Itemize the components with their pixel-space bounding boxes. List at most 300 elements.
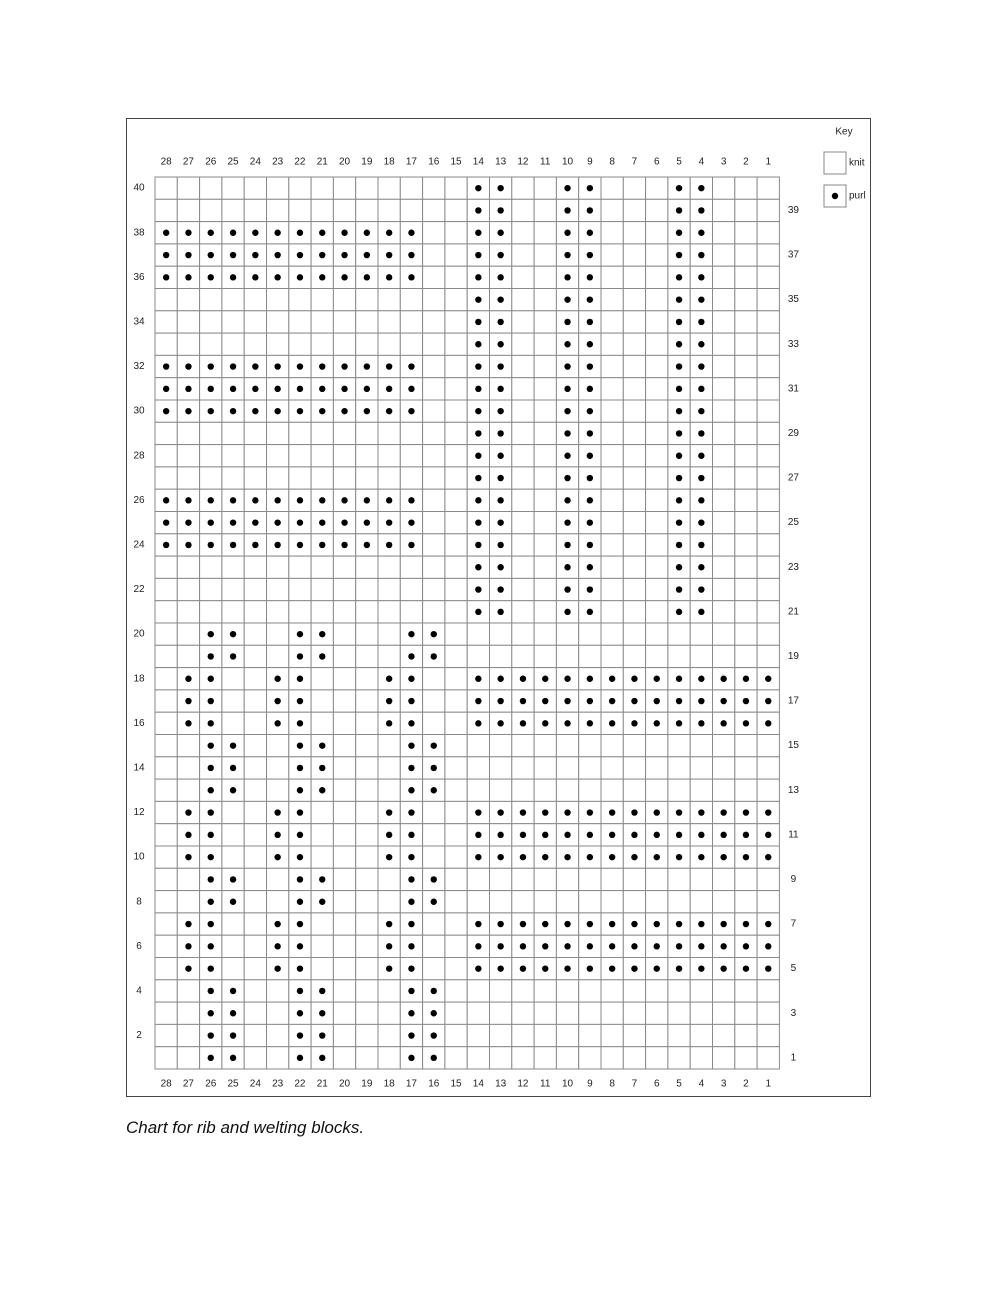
chart-cell — [400, 445, 422, 467]
purl-dot — [163, 386, 169, 392]
purl-dot — [497, 230, 503, 236]
chart-cell — [289, 578, 311, 600]
chart-cell — [244, 289, 266, 311]
chart-cell — [311, 690, 333, 712]
purl-dot — [698, 430, 704, 436]
purl-dot — [297, 809, 303, 815]
chart-cell — [155, 935, 177, 957]
stitch-label-top: 17 — [405, 156, 418, 168]
chart-cell — [512, 779, 534, 801]
purl-dot — [297, 1032, 303, 1038]
chart-cell — [333, 311, 355, 333]
chart-cell — [646, 891, 668, 913]
purl-dot — [654, 854, 660, 860]
chart-cell — [222, 824, 244, 846]
chart-cell — [601, 422, 623, 444]
stitch-label-bottom: 16 — [428, 1078, 440, 1090]
purl-dot — [274, 230, 280, 236]
purl-dot — [698, 698, 704, 704]
purl-dot — [698, 319, 704, 325]
purl-dot — [475, 274, 481, 280]
chart-cell — [356, 578, 378, 600]
chart-cell — [713, 489, 735, 511]
purl-dot — [163, 497, 169, 503]
chart-cell — [757, 289, 779, 311]
purl-dot — [163, 542, 169, 548]
chart-cell — [445, 1002, 467, 1024]
chart-cell — [646, 311, 668, 333]
purl-dot — [274, 386, 280, 392]
purl-dot — [698, 274, 704, 280]
row-label-left: 14 — [133, 762, 145, 774]
chart-cell — [222, 199, 244, 221]
chart-cell — [713, 378, 735, 400]
purl-dot — [497, 363, 503, 369]
purl-dot — [676, 430, 682, 436]
row-label-right: 19 — [787, 650, 799, 662]
purl-dot — [319, 899, 325, 905]
purl-dot — [497, 497, 503, 503]
chart-cell — [646, 244, 668, 266]
purl-dot — [698, 185, 704, 191]
chart-cell — [445, 244, 467, 266]
purl-dot — [208, 899, 214, 905]
purl-dot — [564, 408, 570, 414]
purl-dot — [676, 564, 682, 570]
chart-cell — [445, 512, 467, 534]
purl-dot — [497, 832, 503, 838]
key-purl-dot — [832, 193, 838, 199]
chart-cell — [289, 422, 311, 444]
row-label-left: 34 — [133, 316, 145, 328]
purl-dot — [341, 497, 347, 503]
stitch-label-top: 5 — [676, 156, 682, 168]
chart-cell — [757, 422, 779, 444]
chart-cell — [222, 556, 244, 578]
purl-dot — [208, 1010, 214, 1016]
chart-cell — [512, 868, 534, 890]
chart-cell — [646, 489, 668, 511]
chart-cell — [311, 556, 333, 578]
chart-cell — [534, 868, 556, 890]
purl-dot — [386, 252, 392, 258]
purl-dot — [609, 676, 615, 682]
chart-cell — [534, 980, 556, 1002]
purl-dot — [274, 252, 280, 258]
purl-dot — [386, 519, 392, 525]
chart-cell — [579, 757, 601, 779]
purl-dot — [520, 809, 526, 815]
chart-cell — [267, 868, 289, 890]
chart-cell — [668, 1047, 690, 1069]
chart-cell — [222, 601, 244, 623]
purl-dot — [297, 676, 303, 682]
purl-dot — [431, 1055, 437, 1061]
chart-cell — [311, 601, 333, 623]
chart-cell — [289, 467, 311, 489]
purl-dot — [676, 408, 682, 414]
chart-cell — [445, 913, 467, 935]
purl-dot — [386, 921, 392, 927]
chart-cell — [601, 735, 623, 757]
chart-cell — [311, 289, 333, 311]
chart-cell — [713, 578, 735, 600]
chart-cell — [356, 289, 378, 311]
stitch-label-top: 19 — [361, 156, 373, 168]
purl-dot — [609, 698, 615, 704]
chart-cell — [177, 980, 199, 1002]
chart-cell — [512, 623, 534, 645]
chart-cell — [177, 891, 199, 913]
purl-dot — [497, 542, 503, 548]
chart-cell — [735, 645, 757, 667]
chart-cell — [556, 980, 578, 1002]
chart-cell — [378, 445, 400, 467]
chart-cell — [490, 980, 512, 1002]
purl-dot — [297, 742, 303, 748]
purl-dot — [230, 1010, 236, 1016]
purl-dot — [230, 274, 236, 280]
chart-cell — [646, 289, 668, 311]
purl-dot — [475, 296, 481, 302]
purl-dot — [208, 252, 214, 258]
chart-cell — [244, 935, 266, 957]
chart-cell — [601, 199, 623, 221]
chart-cell — [155, 958, 177, 980]
chart-cell — [378, 735, 400, 757]
purl-dot — [163, 363, 169, 369]
purl-dot — [408, 519, 414, 525]
purl-dot — [408, 1010, 414, 1016]
chart-caption: Chart for rib and welting blocks. — [126, 1118, 365, 1137]
chart-cell — [735, 222, 757, 244]
chart-cell — [713, 779, 735, 801]
purl-dot — [163, 252, 169, 258]
chart-cell — [735, 980, 757, 1002]
chart-cell — [512, 578, 534, 600]
chart-cell — [534, 333, 556, 355]
chart-cell — [177, 868, 199, 890]
chart-cell — [445, 489, 467, 511]
chart-cell — [512, 400, 534, 422]
chart-cell — [222, 958, 244, 980]
chart-cell — [490, 1024, 512, 1046]
chart-cell — [445, 980, 467, 1002]
chart-cell — [356, 801, 378, 823]
chart-cell — [713, 422, 735, 444]
purl-dot — [698, 809, 704, 815]
chart-cell — [356, 645, 378, 667]
chart-cell — [601, 980, 623, 1002]
purl-dot — [230, 876, 236, 882]
chart-cell — [423, 690, 445, 712]
purl-dot — [564, 363, 570, 369]
chart-cell — [222, 668, 244, 690]
purl-dot — [208, 653, 214, 659]
purl-dot — [475, 430, 481, 436]
chart-cell — [735, 779, 757, 801]
chart-cell — [356, 177, 378, 199]
chart-cell — [757, 601, 779, 623]
chart-cell — [423, 935, 445, 957]
purl-dot — [720, 698, 726, 704]
purl-dot — [587, 274, 593, 280]
purl-dot — [587, 408, 593, 414]
chart-cell — [423, 378, 445, 400]
chart-cell — [668, 868, 690, 890]
row-label-right: 37 — [787, 249, 799, 261]
purl-dot — [319, 742, 325, 748]
chart-cell — [757, 489, 779, 511]
chart-cell — [200, 578, 222, 600]
purl-dot — [230, 386, 236, 392]
purl-dot — [208, 698, 214, 704]
chart-cell — [445, 868, 467, 890]
chart-cell — [400, 556, 422, 578]
chart-cell — [356, 199, 378, 221]
purl-dot — [208, 921, 214, 927]
purl-dot — [520, 921, 526, 927]
stitch-label-bottom: 22 — [294, 1078, 306, 1090]
purl-dot — [408, 653, 414, 659]
chart-cell — [445, 333, 467, 355]
chart-cell — [556, 1024, 578, 1046]
chart-cell — [177, 779, 199, 801]
chart-cell — [623, 980, 645, 1002]
purl-dot — [676, 453, 682, 459]
chart-cell — [423, 222, 445, 244]
purl-dot — [230, 519, 236, 525]
purl-dot — [475, 943, 481, 949]
chart-cell — [155, 779, 177, 801]
purl-dot — [698, 497, 704, 503]
chart-cell — [378, 556, 400, 578]
purl-dot — [676, 497, 682, 503]
chart-cell — [601, 891, 623, 913]
row-label-left: 28 — [133, 450, 145, 462]
purl-dot — [587, 676, 593, 682]
purl-dot — [408, 965, 414, 971]
chart-cell — [177, 467, 199, 489]
chart-cell — [646, 534, 668, 556]
chart-cell — [244, 824, 266, 846]
chart-cell — [333, 735, 355, 757]
purl-dot — [743, 832, 749, 838]
purl-dot — [475, 408, 481, 414]
chart-cell — [534, 289, 556, 311]
chart-cell — [735, 445, 757, 467]
purl-dot — [230, 408, 236, 414]
purl-dot — [408, 386, 414, 392]
chart-cell — [623, 355, 645, 377]
chart-cell — [713, 467, 735, 489]
chart-cell — [623, 467, 645, 489]
chart-cell — [244, 445, 266, 467]
purl-dot — [765, 698, 771, 704]
chart-cell — [333, 578, 355, 600]
purl-dot — [609, 854, 615, 860]
chart-cell — [512, 601, 534, 623]
chart-cell — [757, 378, 779, 400]
purl-dot — [497, 408, 503, 414]
chart-cell — [155, 333, 177, 355]
chart-cell — [668, 1002, 690, 1024]
purl-dot — [698, 519, 704, 525]
chart-cell — [155, 289, 177, 311]
purl-dot — [587, 832, 593, 838]
stitch-label-bottom: 2 — [743, 1078, 749, 1090]
chart-cell — [713, 289, 735, 311]
purl-dot — [497, 720, 503, 726]
chart-cell — [512, 311, 534, 333]
purl-dot — [230, 742, 236, 748]
knitting-chart — [126, 118, 871, 1097]
chart-cell — [200, 311, 222, 333]
chart-cell — [534, 623, 556, 645]
chart-cell — [646, 980, 668, 1002]
chart-cell — [356, 935, 378, 957]
purl-dot — [765, 854, 771, 860]
chart-cell — [601, 266, 623, 288]
purl-dot — [676, 698, 682, 704]
chart-cell — [333, 824, 355, 846]
purl-dot — [319, 765, 325, 771]
chart-cell — [244, 801, 266, 823]
chart-cell — [735, 199, 757, 221]
chart-cell — [713, 980, 735, 1002]
row-label-left: 2 — [136, 1030, 142, 1042]
chart-cell — [646, 400, 668, 422]
chart-cell — [757, 534, 779, 556]
chart-cell — [445, 266, 467, 288]
chart-cell — [646, 735, 668, 757]
chart-cell — [534, 177, 556, 199]
purl-dot — [319, 988, 325, 994]
chart-cell — [378, 289, 400, 311]
chart-cell — [534, 512, 556, 534]
chart-cell — [534, 1024, 556, 1046]
chart-cell — [690, 1024, 712, 1046]
purl-dot — [274, 363, 280, 369]
purl-dot — [297, 252, 303, 258]
purl-dot — [230, 988, 236, 994]
purl-dot — [587, 475, 593, 481]
chart-cell — [333, 422, 355, 444]
chart-cell — [311, 467, 333, 489]
chart-cell — [445, 668, 467, 690]
chart-cell — [356, 712, 378, 734]
chart-cell — [423, 311, 445, 333]
purl-dot — [698, 207, 704, 213]
chart-cell — [713, 266, 735, 288]
chart-cell — [378, 779, 400, 801]
row-label-right: 1 — [790, 1052, 797, 1064]
chart-cell — [155, 601, 177, 623]
purl-dot — [319, 787, 325, 793]
chart-cell — [646, 512, 668, 534]
chart-cell — [222, 333, 244, 355]
stitch-label-bottom: 19 — [361, 1078, 373, 1090]
chart-cell — [423, 489, 445, 511]
chart-cell — [757, 311, 779, 333]
chart-cell — [333, 935, 355, 957]
chart-cell — [512, 266, 534, 288]
chart-cell — [244, 668, 266, 690]
chart-cell — [155, 556, 177, 578]
purl-dot — [185, 363, 191, 369]
stitch-label-bottom: 20 — [338, 1078, 351, 1090]
purl-dot — [475, 453, 481, 459]
purl-dot — [475, 854, 481, 860]
chart-cell — [155, 801, 177, 823]
purl-dot — [587, 185, 593, 191]
purl-dot — [631, 965, 637, 971]
purl-dot — [564, 319, 570, 325]
purl-dot — [230, 787, 236, 793]
chart-cell — [356, 601, 378, 623]
chart-cell — [534, 378, 556, 400]
purl-dot — [765, 832, 771, 838]
chart-cell — [490, 1002, 512, 1024]
purl-dot — [654, 965, 660, 971]
chart-cell — [200, 601, 222, 623]
chart-cell — [400, 333, 422, 355]
chart-cell — [623, 177, 645, 199]
chart-cell — [423, 244, 445, 266]
chart-cell — [623, 512, 645, 534]
chart-cell — [445, 824, 467, 846]
purl-dot — [497, 386, 503, 392]
purl-dot — [475, 720, 481, 726]
purl-dot — [431, 765, 437, 771]
row-label-left: 38 — [133, 227, 145, 239]
stitch-label-bottom: 18 — [383, 1078, 395, 1090]
chart-cell — [244, 735, 266, 757]
stitch-label-top: 18 — [383, 156, 395, 168]
chart-cell — [423, 355, 445, 377]
purl-dot — [497, 921, 503, 927]
chart-cell — [490, 645, 512, 667]
chart-cell — [579, 891, 601, 913]
chart-cell — [757, 199, 779, 221]
chart-cell — [356, 311, 378, 333]
purl-dot — [676, 832, 682, 838]
chart-cell — [244, 913, 266, 935]
stitch-label-bottom: 7 — [631, 1078, 638, 1090]
chart-cell — [200, 445, 222, 467]
purl-dot — [230, 1032, 236, 1038]
chart-cell — [601, 289, 623, 311]
purl-dot — [475, 809, 481, 815]
chart-cell — [423, 445, 445, 467]
purl-dot — [587, 519, 593, 525]
chart-cell — [222, 712, 244, 734]
stitch-label-bottom: 21 — [316, 1078, 328, 1090]
chart-cell — [713, 645, 735, 667]
purl-dot — [654, 720, 660, 726]
stitch-label-top: 14 — [472, 156, 484, 168]
purl-dot — [274, 854, 280, 860]
chart-cell — [646, 757, 668, 779]
purl-dot — [208, 787, 214, 793]
chart-cell — [490, 735, 512, 757]
purl-dot — [497, 207, 503, 213]
purl-dot — [698, 943, 704, 949]
chart-cell — [579, 1002, 601, 1024]
purl-dot — [386, 363, 392, 369]
purl-dot — [408, 765, 414, 771]
chart-cell — [423, 333, 445, 355]
